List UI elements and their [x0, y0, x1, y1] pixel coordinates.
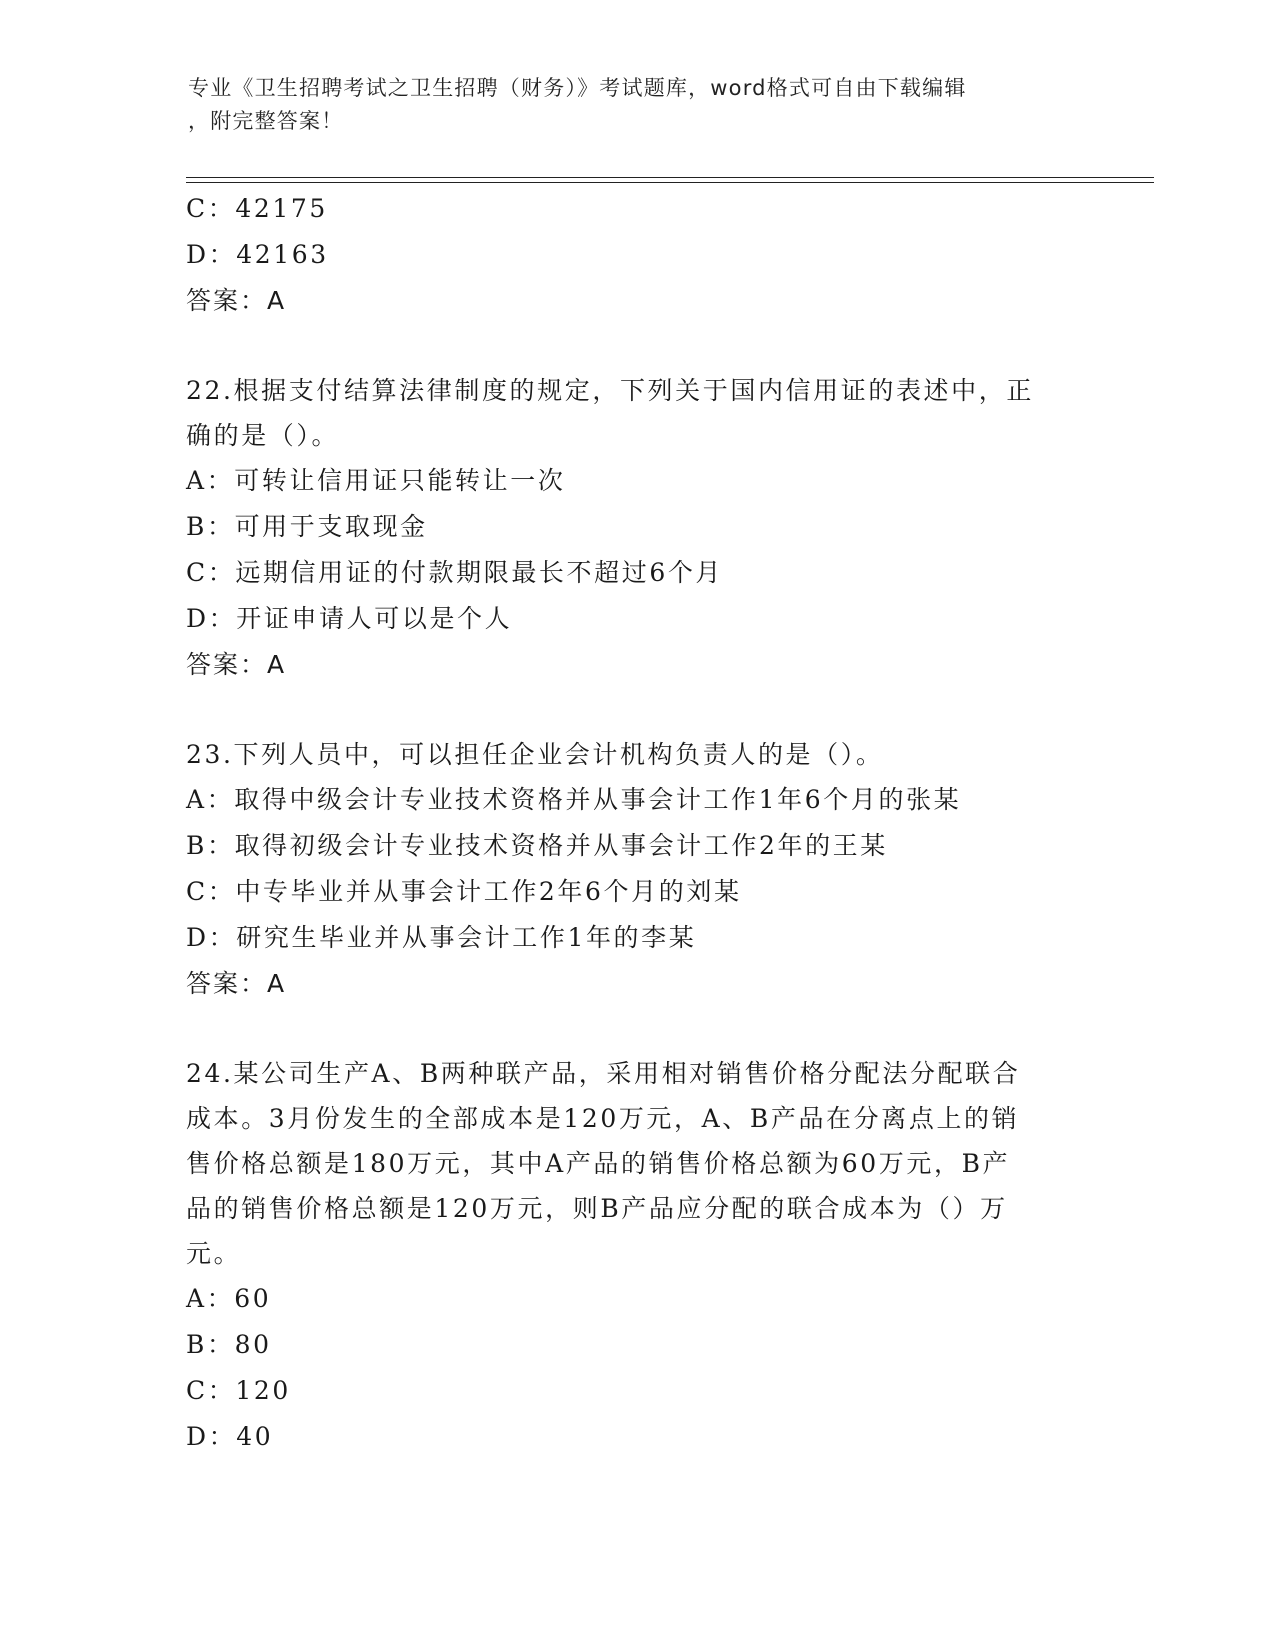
header-line-1: 专业《卫生招聘考试之卫生招聘（财务）》考试题库，word格式可自由下载编辑	[188, 76, 967, 100]
option-a: A：60	[186, 1284, 272, 1313]
option-b: B：80	[186, 1330, 272, 1359]
header-rule-top	[186, 177, 1154, 178]
question-content	[186, 186, 1086, 1460]
question-text-line: 元。	[186, 1239, 242, 1268]
question-text-line: 售价格总额是180万元，其中A产品的销售价格总额为60万元，B产	[186, 1149, 1011, 1178]
document-header	[188, 72, 1088, 138]
option-a: A：取得中级会计专业技术资格并从事会计工作1年6个月的张某	[186, 785, 962, 814]
answer-label: 答案：A	[186, 969, 287, 998]
question-23	[186, 732, 1086, 1007]
option-d: D：开证申请人可以是个人	[186, 604, 513, 633]
option-c: C：远期信用证的付款期限最长不超过6个月	[186, 558, 724, 587]
header-line-2: ，附完整答案！	[188, 109, 344, 133]
option-b: B：取得初级会计专业技术资格并从事会计工作2年的王某	[186, 831, 888, 860]
option-c: C：42175	[186, 194, 328, 223]
question-text-line: 品的销售价格总额是120万元，则B产品应分配的联合成本为（）万	[186, 1194, 1008, 1223]
header-rule-bottom	[186, 182, 1154, 183]
question-text-line: 23.下列人员中，可以担任企业会计机构负责人的是（）。	[186, 740, 884, 769]
question-text-line: 确的是（）。	[186, 421, 340, 450]
option-d: D：研究生毕业并从事会计工作1年的李某	[186, 923, 697, 952]
question-text-line: 成本。3月份发生的全部成本是120万元，A、B产品在分离点上的销	[186, 1104, 1020, 1133]
option-d: D：42163	[186, 240, 329, 269]
answer-label: 答案：A	[186, 286, 287, 315]
answer-label: 答案：A	[186, 650, 287, 679]
option-c: C：120	[186, 1376, 291, 1405]
option-d: D：40	[186, 1422, 274, 1451]
question-text-line: 24.某公司生产A、B两种联产品，采用相对销售价格分配法分配联合	[186, 1059, 1021, 1088]
prev-question	[186, 186, 1086, 324]
option-c: C：中专毕业并从事会计工作2年6个月的刘某	[186, 877, 742, 906]
question-24	[186, 1051, 1086, 1460]
question-text-line: 22.根据支付结算法律制度的规定，下列关于国内信用证的表述中，正	[186, 376, 1034, 405]
option-a: A：可转让信用证只能转让一次	[186, 466, 566, 495]
question-22	[186, 368, 1086, 688]
option-b: B：可用于支取现金	[186, 512, 428, 541]
